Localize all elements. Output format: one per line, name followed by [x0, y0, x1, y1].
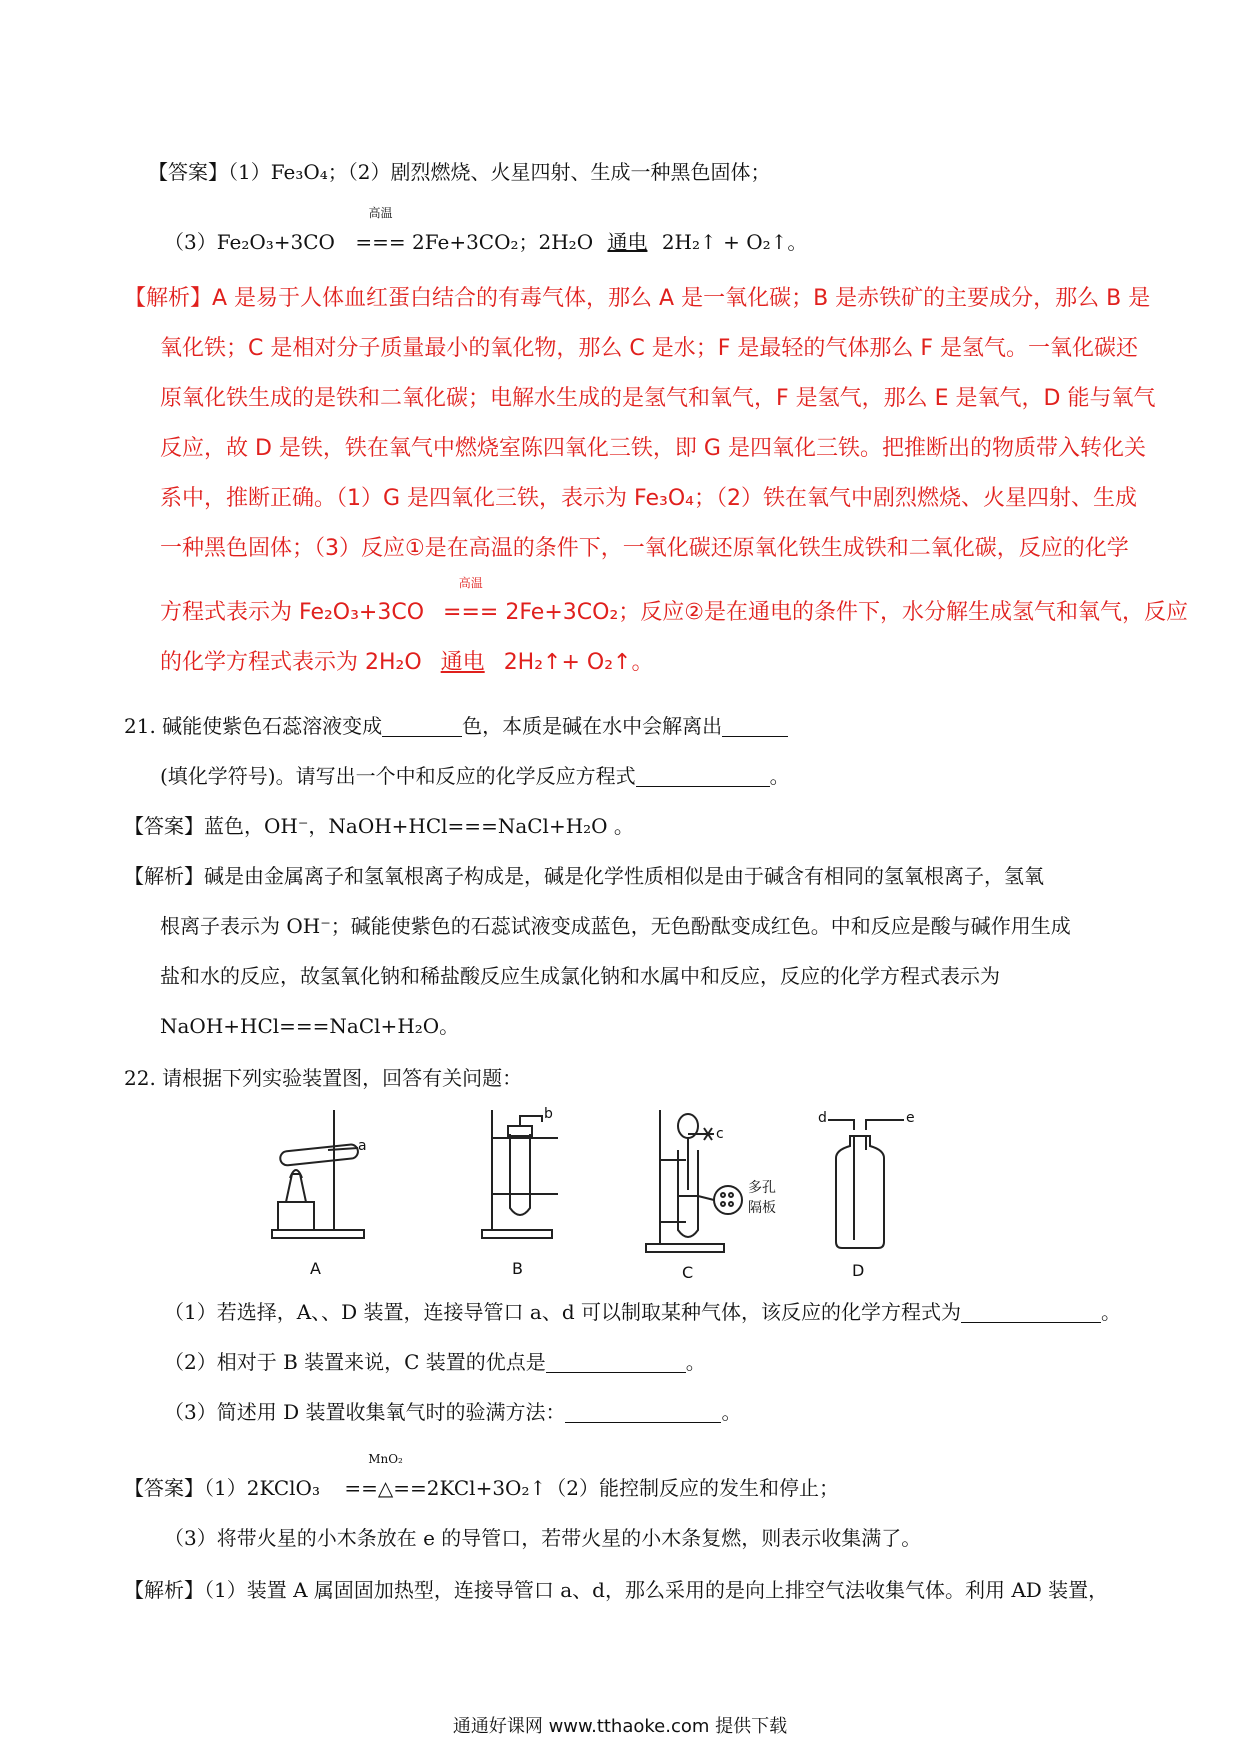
q22-answer-2: （3）将带火星的小木条放在 e 的导管口，若带火星的小木条复燃，则表示收集满了。 — [164, 1526, 922, 1550]
answer-blank[interactable] — [636, 764, 770, 787]
apparatus-a — [272, 1110, 364, 1238]
q22-sub-2 — [164, 1348, 706, 1376]
q21-analysis-1 — [124, 862, 1044, 890]
question-text: 。 — [769, 764, 790, 788]
analysis-eq-right: 2H₂↑+ O₂↑。 — [503, 650, 654, 675]
answer-text: （1）Fe₃O₄；（2）剧烈燃烧、火星四射、生成一种黑色固体； — [228, 160, 771, 184]
label-A: A — [310, 1259, 321, 1278]
q21-analysis-2: 根离子表示为 OH⁻；碱能使紫色的石蕊试液变成蓝色，无色酚酞变成红色。中和反应是酸与碱作用生成 — [160, 914, 1071, 938]
analysis-red-l1 — [124, 284, 1150, 314]
q21-answer — [124, 812, 634, 840]
question-text: 。 — [685, 1350, 706, 1374]
analysis-text: 碱是由金属离子和氢氧根离子构成是，碱是化学性质相似是由于碱含有相同的氢氧根离子，氢氧 — [204, 864, 1044, 888]
electric-condition: 通电 — [607, 230, 648, 254]
q21-analysis-4: NaOH+HCl===NaCl+H₂O。 — [160, 1014, 460, 1038]
question-number: 21. — [124, 714, 156, 738]
q22-sub-3 — [164, 1398, 741, 1426]
question-text: （1）若选择，A、、D 装置，连接导管口 a、d 可以制取某种气体，该反应的化学方程式为 — [164, 1300, 962, 1324]
apparatus-b — [482, 1110, 558, 1238]
page-footer: 通通好课网 www.tthaoke.com 提供下载 — [452, 1716, 788, 1737]
catalyst-label: MnO₂ — [368, 1452, 403, 1466]
analysis-label: 【解析】 — [124, 864, 204, 888]
analysis-eq-right: 2Fe+3CO₂；反应②是在通电的条件下，水分解生成氢气和氧气，反应 — [505, 600, 1188, 625]
analysis-red-l2: 氧化铁；C 是相对分子质量最小的氧化物，那么 C 是水；F 是最轻的气体那么 F 是氢气。一氧化碳还 — [160, 336, 1138, 361]
condition-label: 高温 — [458, 576, 483, 590]
equals-sign: === — [443, 600, 499, 625]
answer-line-2 — [164, 206, 808, 256]
label-d-port: d — [818, 1110, 827, 1126]
question-text: 请根据下列实验装置图，回答有关问题： — [162, 1066, 523, 1090]
analysis-red-l4: 反应，故 D 是铁，铁在氧气中燃烧室陈四氧化三铁，即 G 是四氧化三铁。把推断出的物质带入转化关 — [160, 436, 1146, 461]
q21-line-2 — [160, 762, 790, 790]
answer-blank[interactable] — [546, 1350, 686, 1373]
q22-answer-1 — [124, 1452, 839, 1502]
analysis-red-l6: 一种黑色固体；（3）反应①是在高温的条件下，一氧化碳还原氧化铁生成铁和二氧化碳，反应的化学 — [160, 536, 1129, 561]
question-text: 。 — [721, 1400, 742, 1424]
equation-left: （3）Fe₂O₃+3CO — [164, 230, 335, 254]
label-C: C — [682, 1263, 694, 1282]
label-c-port: c — [716, 1126, 724, 1142]
apparatus-c — [646, 1110, 742, 1252]
apparatus-figure — [268, 1104, 988, 1284]
label-plate-2: 隔板 — [748, 1200, 776, 1216]
question-text: 碱能使紫色石蕊溶液变成 — [162, 714, 383, 738]
answer-blank[interactable] — [565, 1400, 721, 1423]
equation-right: 2H₂↑ + O₂↑。 — [661, 230, 808, 254]
q22-sub-1 — [164, 1298, 1121, 1326]
question-text: （2）相对于 B 装置来说，C 装置的优点是 — [164, 1350, 546, 1374]
answer-label: 【答案】 — [124, 1476, 204, 1500]
analysis-red-l3: 原氧化铁生成的是铁和二氧化碳；电解水生成的是氢气和氧气，F 是氢气，那么 E 是氧气，D 能与氧气 — [160, 386, 1156, 411]
analysis-eq-left: 方程式表示为 Fe₂O₃+3CO — [160, 600, 425, 625]
analysis-text: A 是易于人体血红蛋白结合的有毒气体，那么 A 是一氧化碳；B 是赤铁矿的主要成分，那么 B 是 — [212, 286, 1151, 311]
question-number: 22. — [124, 1066, 156, 1090]
answer-text: 2KCl+3O₂↑（2）能控制反应的发生和停止； — [426, 1476, 839, 1500]
label-B: B — [512, 1259, 523, 1278]
answer-blank[interactable] — [382, 714, 462, 737]
q22-analysis-1 — [124, 1576, 1108, 1604]
answer-blank[interactable] — [961, 1300, 1101, 1323]
q21-line-1 — [124, 712, 788, 740]
apparatus-d — [828, 1120, 904, 1248]
answer-label: 【答案】 — [124, 814, 204, 838]
mno2-condition — [344, 1452, 427, 1502]
equals-sign: === — [355, 230, 406, 254]
analysis-red-l8 — [160, 648, 653, 678]
q21-analysis-3: 盐和水的反应，故氢氧化钠和稀盐酸反应生成氯化钠和水属中和反应，反应的化学方程式表示为 — [160, 964, 1000, 988]
electric-condition: 通电 — [440, 650, 485, 675]
question-text: 。 — [1101, 1300, 1122, 1324]
answer-text: （1）2KClO₃ — [204, 1476, 320, 1500]
high-temp-condition — [355, 206, 406, 256]
analysis-label: 【解析】 — [124, 1578, 204, 1602]
label-e-port: e — [906, 1110, 915, 1126]
answer-label: 【答案】 — [148, 160, 228, 184]
label-D: D — [852, 1261, 865, 1280]
answer-blank[interactable] — [722, 714, 788, 737]
answer-line-1 — [148, 158, 771, 186]
question-text: （3）简述用 D 装置收集氧气时的验满方法： — [164, 1400, 566, 1424]
analysis-eq-left: 的化学方程式表示为 2H₂O — [160, 650, 422, 675]
answer-text: 蓝色，OH⁻，NaOH+HCl===NaCl+H₂O 。 — [204, 814, 634, 838]
q22-stem — [124, 1064, 522, 1092]
condition-label: 高温 — [368, 206, 393, 220]
label-plate-1: 多孔 — [748, 1180, 776, 1196]
analysis-red-l7 — [160, 576, 1188, 628]
equals-sign: ==△== — [344, 1476, 427, 1500]
analysis-red-l5: 系中，推断正确。（1）G 是四氧化三铁，表示为 Fe₃O₄；（2）铁在氧气中剧烈燃烧、火星四射、生成 — [160, 486, 1137, 511]
high-temp-condition-red — [443, 576, 499, 628]
analysis-text: （1）装置 A 属固固加热型，连接导管口 a、d，那么采用的是向上排空气法收集气体。利用 AD 装置， — [204, 1578, 1109, 1602]
question-text: (填化学符号)。请写出一个中和反应的化学反应方程式 — [160, 764, 636, 788]
equation-middle: 2Fe+3CO₂；2H₂O — [411, 230, 594, 254]
question-text: 色，本质是碱在水中会解离出 — [462, 714, 723, 738]
label-b-port: b — [544, 1106, 553, 1122]
analysis-label: 【解析】 — [124, 286, 213, 311]
label-a-port: a — [358, 1138, 367, 1154]
